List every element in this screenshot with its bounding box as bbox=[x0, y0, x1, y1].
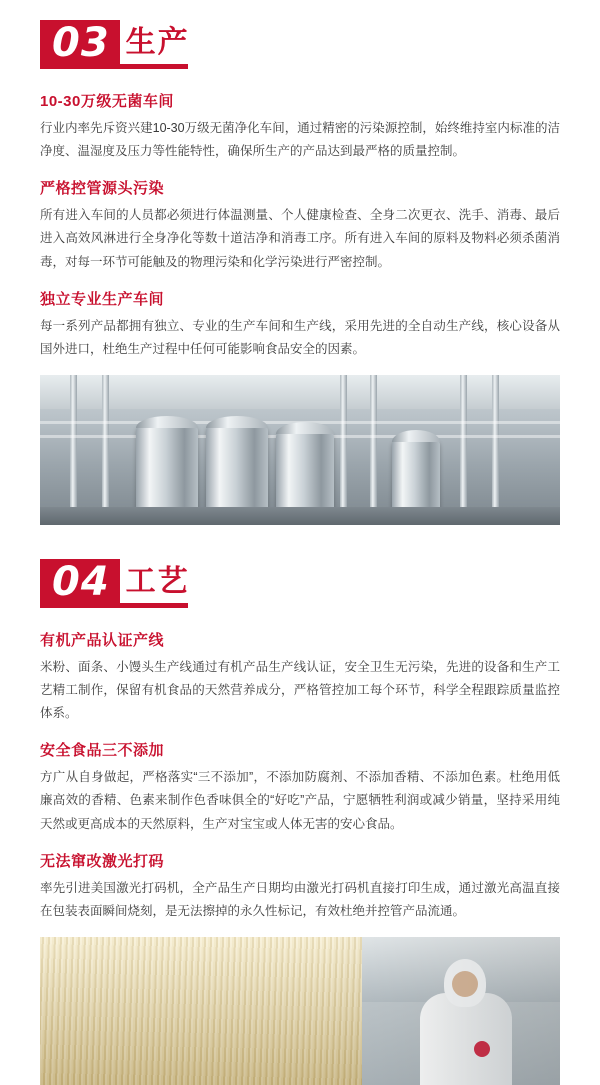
section-title-04: 工艺 bbox=[125, 564, 190, 598]
section-badge-03 bbox=[40, 20, 190, 66]
section-header-03 bbox=[40, 20, 600, 78]
paragraph-03-1: 行业内率先斥资兴建10-30万级无菌净化车间，通过精密的污染源控制，始终维持室内标准的洁净度、温湿度及压力等性能特性，确保所生产的产品达到最严格的质量控制。 bbox=[40, 121, 560, 159]
noodle-photo bbox=[40, 937, 560, 1085]
subheading-03-3: 独立专业生产车间 bbox=[40, 290, 165, 308]
top-spacer bbox=[0, 0, 600, 20]
section-content-04 bbox=[40, 629, 560, 923]
subheading-04-1: 有机产品认证产线 bbox=[40, 631, 165, 649]
factory-photo bbox=[40, 375, 560, 525]
subheading-03-2: 严格控管源头污染 bbox=[40, 180, 165, 198]
paragraph-04-1: 米粉、面条、小馒头生产线通过有机产品生产线认证，安全卫生无污染，先进的设备和生产工艺精工制作，保留有机食品的天然营养成分，严格管控加工每个环节，科学全程跟踪质量监控体系。 bbox=[40, 659, 560, 721]
factory-photo-image bbox=[40, 375, 560, 525]
paragraph-03-2: 所有进入车间的人员都必须进行体温测量、个人健康检查、全身二次更衣、洗手、消毒、最后进入高效风淋进行全身净化等数十道洁净和消毒工序。所有进入车间的原料及物料必须杀菌消毒，对每一环节可能触及的物理污染和化学污染进行严密控制。 bbox=[40, 208, 560, 269]
section-number-03: 03 bbox=[40, 20, 120, 66]
paragraph-03-3: 每一系列产品都拥有独立、专业的生产车间和生产线，采用先进的全自动生产线，核心设备从国外进口，杜绝生产过程中任何可能影响食品安全的因素。 bbox=[40, 318, 560, 356]
section-title-03: 生产 bbox=[125, 26, 190, 59]
section-header-04 bbox=[40, 559, 600, 617]
section-gap bbox=[0, 525, 600, 559]
noodle-photo-image bbox=[40, 937, 560, 1085]
section-badge-04 bbox=[40, 559, 190, 605]
section-number-04: 04 bbox=[40, 559, 120, 605]
section-content-03 bbox=[40, 90, 560, 361]
subheading-04-2: 安全食品三不添加 bbox=[40, 742, 165, 760]
subheading-03-1: 10-30万级无菌车间 bbox=[40, 93, 174, 110]
paragraph-04-2: 方广从自身做起，严格落实“三不添加”，不添加防腐剂、不添加香精、不添加色素。杜绝用低廉高效的香精、色素来制作色香味俱全的“好吃”产品，宁愿牺牲利润或减少销量，坚持采用纯天然或更高成本的天然原料，生产对宝宝或人体无害的安心食品。 bbox=[40, 770, 560, 831]
paragraph-04-3: 率先引进美国激光打码机，全产品生产日期均由激光打码机直接打印生成，通过激光高温直接在包装表面瞬间烧刻，是无法擦掉的永久性标记，有效杜绝并控管产品流通。 bbox=[40, 880, 560, 918]
subheading-04-3: 无法窜改激光打码 bbox=[40, 852, 165, 870]
